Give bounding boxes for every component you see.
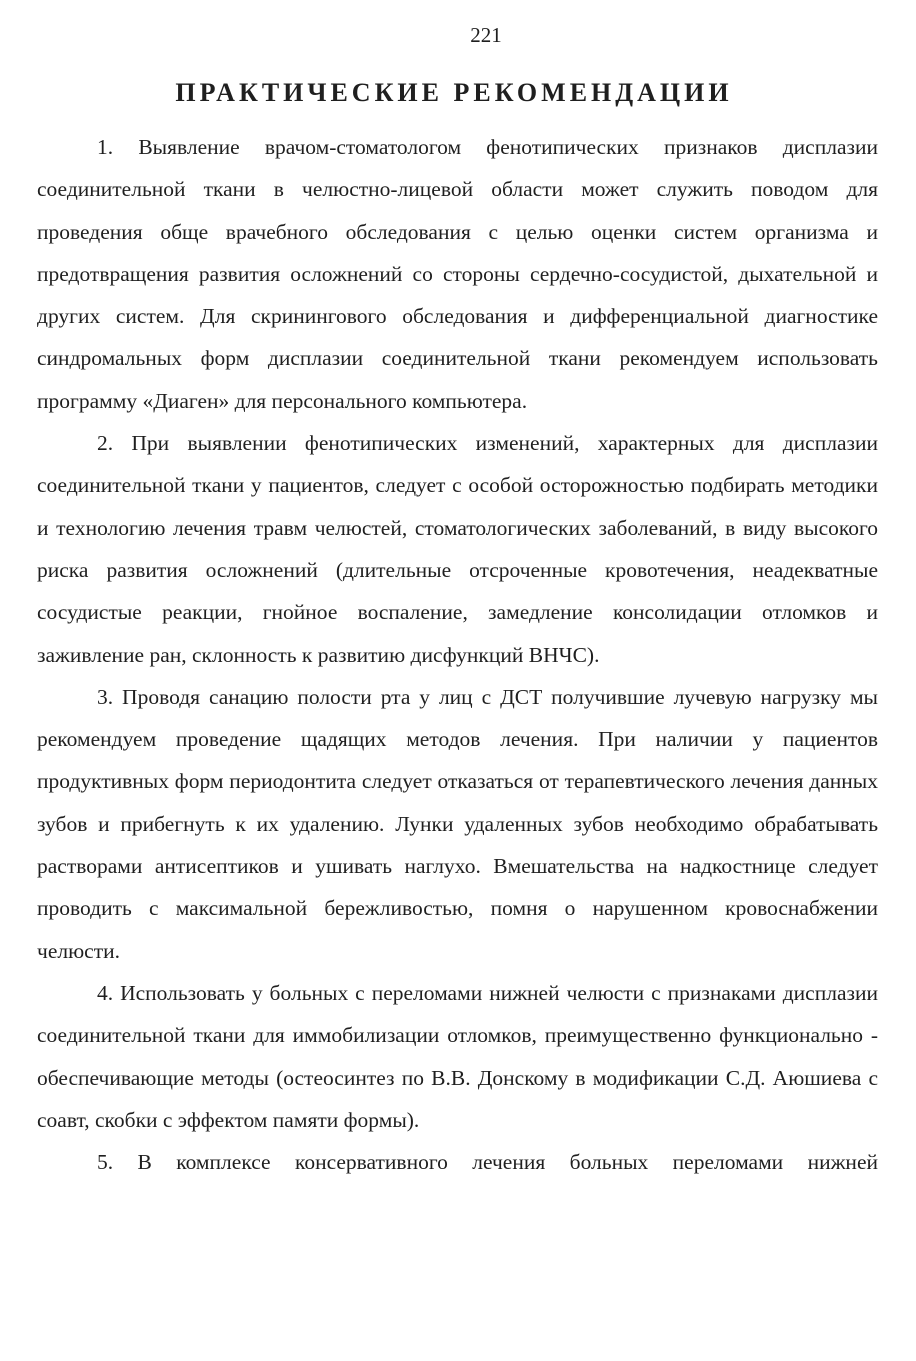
recommendation-paragraph: 5. В комплексе консервативного лечения больных переломами нижней (97, 1150, 878, 1175)
recommendation-paragraph: 1. Выявление врачом-стоматологом фенотипических признаков дисплазии соединительной ткани в челюстно-лицевой области может служить поводом для проведения обще врачебного обследования с целью оценки систем организма и предотвращения развития осложнений со стороны сердечно-сосудистой, дыхательной и других систем. Для скринингового обследования и дифференциальной диагностике синдромальных форм дисплазии соединительной ткани рекомендуем использовать программу «Диаген» для персонального компьютера. (37, 135, 878, 413)
recommendation-paragraph: 3. Проводя санацию полости рта у лиц с ДСТ получившие лучевую нагрузку мы рекомендуем проведение щадящих методов лечения. При наличии у пациентов продуктивных форм периодонтита следует отказаться от терапевтического лечения данных зубов и прибегнуть к их удалению. Лунки удаленных зубов необходимо обрабатывать растворами антисептиков и ушивать наглухо. Вмешательства на надкостнице следует проводить с максимальной бережливостью, помня о нарушенном кровоснабжении челюсти. (37, 684, 878, 963)
recommendation-paragraph: 4. Использовать у больных с переломами нижней челюсти с признаками дисплазии соединительной ткани для иммобилизации отломков, преимущественно функционально - обеспечивающие методы (остеосинтез по В.В. Донскому в модификации С.Д. Аюшиева с соавт, скобки с эффектом памяти формы). (37, 980, 878, 1132)
page-number: 221 (470, 23, 502, 47)
section-title: ПРАКТИЧЕСКИЕ РЕКОМЕНДАЦИИ (175, 78, 733, 107)
recommendations-body (37, 126, 878, 1183)
recommendation-paragraph: 2. При выявлении фенотипических изменений, характерных для дисплазии соединительной ткани у пациентов, следует с особой осторожностью подбирать методики и технологию лечения травм челюстей, стоматологических заболеваний, в виду высокого риска развития осложнений (длительные отсроченные кровотечения, неадекватные сосудистые реакции, гнойное воспаление, замедление консолидации отломков и заживление ран, склонность к развитию дисфункций ВНЧС). (37, 431, 878, 667)
